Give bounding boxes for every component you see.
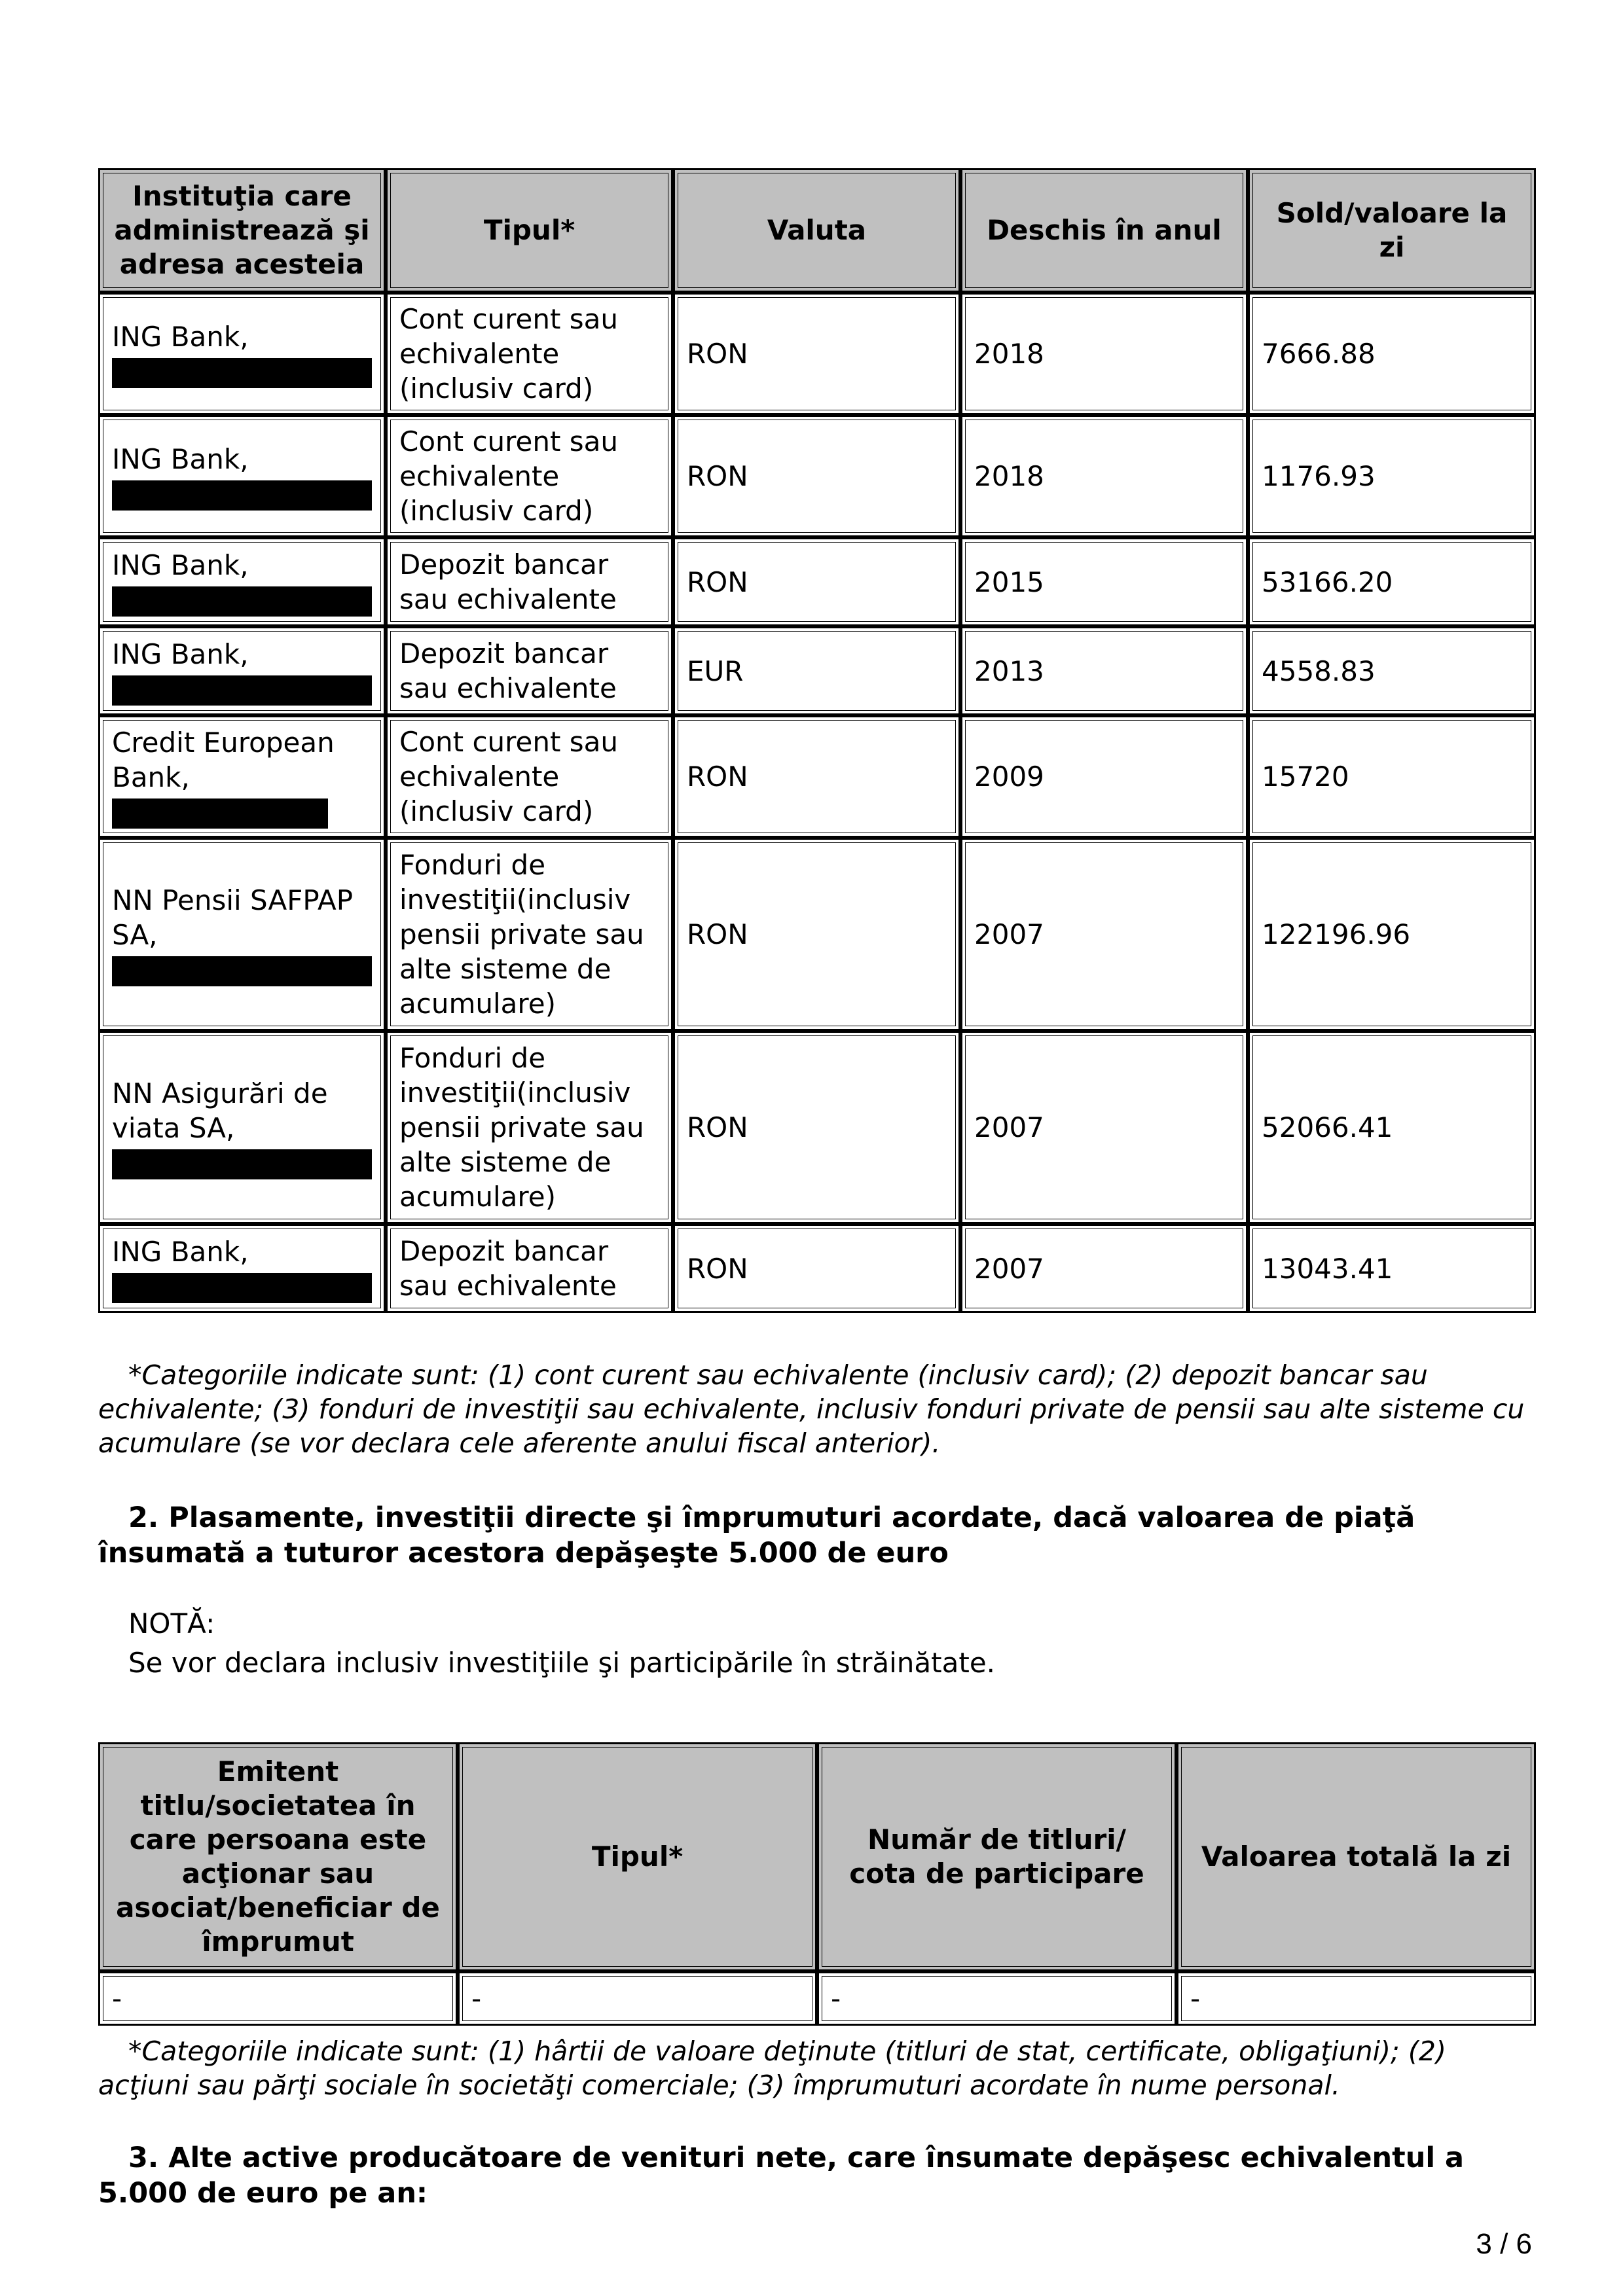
institution-cell [98,715,386,838]
table-row [98,838,1536,1031]
balance-cell: 15720 [1248,715,1536,838]
redacted-address [112,675,372,706]
institution-name: ING Bank, [112,548,249,581]
redacted-address [112,586,372,617]
currency-cell: RON [673,537,960,626]
institution-cell [98,537,386,626]
table-row [98,1971,1536,2026]
currency-cell: RON [673,1031,960,1224]
redacted-address [112,1149,372,1179]
balance-cell: 122196.96 [1248,838,1536,1031]
categories-note-2: *Categoriile indicate sunt: (1) hârtii de valoare deţinute (titluri de stat, certificate, obligaţiuni); (2) acţiuni sau părţi sociale în societăţi comerciale; (3) împrumuturi acordate în nume personal. [98,2036,1446,2101]
year-cell: 2007 [960,1031,1248,1224]
currency-cell: RON [673,1224,960,1313]
categories-note-1: *Categoriile indicate sunt: (1) cont curent sau echivalente (inclusiv card); (2) depozit bancar sau echivalente; (3) fonduri de investiţii sau echivalente, inclusiv fonduri private de pensii sau alte sisteme cu acumulare (se vor declara cele aferente anului fiscal anterior). [98,1359,1525,1459]
institution-cell [98,626,386,715]
type-cell: Cont curent sau echivalente (inclusiv card) [386,415,673,537]
header-opened-year: Deschis în anul [960,168,1248,293]
redacted-address [112,480,372,511]
currency-cell: EUR [673,626,960,715]
header-shares-count: Număr de titluri/ cota de participare [817,1742,1176,1971]
currency-cell: RON [673,415,960,537]
currency-cell: RON [673,715,960,838]
institution-cell [98,293,386,415]
redacted-address [112,956,372,986]
institution-cell [98,1031,386,1224]
institution-name: ING Bank, [112,443,249,475]
nota-label: NOTĂ: [128,1607,215,1640]
year-cell: 2013 [960,626,1248,715]
table-row [98,415,1536,537]
type-cell: - [458,1971,817,2026]
header-total-value: Valoarea totală la zi [1176,1742,1536,1971]
type-cell: Cont curent sau echivalente (inclusiv card) [386,715,673,838]
type-cell: Fonduri de investiţii(inclusiv pensii private sau alte sisteme de acumulare) [386,838,673,1031]
year-cell: 2007 [960,1224,1248,1313]
year-cell: 2007 [960,838,1248,1031]
investments-table [98,1742,1536,2026]
institution-name: ING Bank, [112,321,249,353]
section-2-title: 2. Plasamente, investiţii directe şi împrumuturi acordate, dacă valoarea de piaţă însumată a tuturor acestora depăşeşte 5.000 de euro [98,1501,1415,1570]
balance-cell: 53166.20 [1248,537,1536,626]
year-cell: 2009 [960,715,1248,838]
table-row [98,537,1536,626]
type-cell: Depozit bancar sau echivalente [386,626,673,715]
type-cell: Fonduri de investiţii(inclusiv pensii private sau alte sisteme de acumulare) [386,1031,673,1224]
table-row [98,1031,1536,1224]
table-row [98,1224,1536,1313]
redacted-address [112,1273,372,1303]
year-cell: 2018 [960,293,1248,415]
table-row [98,715,1536,838]
accounts-table [98,168,1536,1313]
issuer-cell: - [98,1971,458,2026]
currency-cell: RON [673,293,960,415]
type-cell: Depozit bancar sau echivalente [386,1224,673,1313]
type-cell: Depozit bancar sau echivalente [386,537,673,626]
institution-name: ING Bank, [112,637,249,670]
balance-cell: 1176.93 [1248,415,1536,537]
section-3-title: 3. Alte active producătoare de venituri nete, care însumate depăşesc echivalentul a 5.000 de euro pe an: [98,2142,1465,2210]
investments-table-header-row [98,1742,1536,1971]
header-type: Tipul* [386,168,673,293]
header-currency: Valuta [673,168,960,293]
institution-name: NN Pensii SAFPAP SA, [112,884,354,951]
year-cell: 2018 [960,415,1248,537]
institution-name: NN Asigurări de viata SA, [112,1077,328,1144]
currency-cell: RON [673,838,960,1031]
institution-cell [98,1224,386,1313]
nota-text: Se vor declara inclusiv investiţiile şi participările în străinătate. [128,1647,996,1679]
institution-name: ING Bank, [112,1235,249,1268]
redacted-address [112,358,372,388]
header-type: Tipul* [458,1742,817,1971]
redacted-address [112,798,328,829]
balance-cell: 52066.41 [1248,1031,1536,1224]
accounts-table-header-row [98,168,1536,293]
table-row [98,293,1536,415]
page-number: 3 / 6 [1476,2228,1532,2260]
shares-cell: - [817,1971,1176,2026]
header-issuer: Emitent titlu/societatea în care persoana este acţionar sau asociat/beneficiar de împrumut [98,1742,458,1971]
institution-cell [98,415,386,537]
institution-cell [98,838,386,1031]
type-cell: Cont curent sau echivalente (inclusiv card) [386,293,673,415]
balance-cell: 13043.41 [1248,1224,1536,1313]
header-institution: Instituţia care administrează şi adresa acesteia [98,168,386,293]
balance-cell: 4558.83 [1248,626,1536,715]
balance-cell: 7666.88 [1248,293,1536,415]
table-row [98,626,1536,715]
year-cell: 2015 [960,537,1248,626]
institution-name: Credit European Bank, [112,726,335,793]
header-balance: Sold/valoare la zi [1248,168,1536,293]
value-cell: - [1176,1971,1536,2026]
